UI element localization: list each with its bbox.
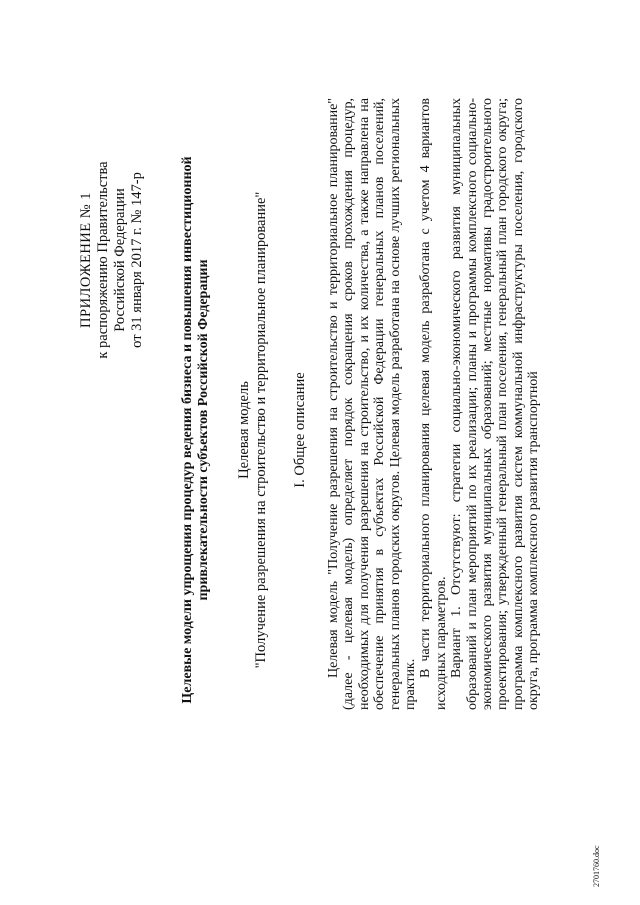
- appendix-line-1: к распоряжению Правительства: [95, 161, 111, 359]
- paragraph: Вариант 1. Отсутствуют: стратегии социально-экономического развития муниципальных образований и план мероприятий по их реализации; планы и программы комплексного социально-экономического развития муниципальных образований; местные нормативы градостроительного проектирования; утвержденный генеральный план поселения, генеральный план городского округа; программа комплексного развития систем коммунальной инфраструктуры поселения, городского округа, программа комплексного развития транспортной: [449, 98, 542, 710]
- body-text: [326, 98, 542, 710]
- paragraph: В части территориального планирования целевая модель разработана с учетом 4 вариантов исходных параметров.: [418, 98, 449, 710]
- footer-file-code: 2701760.doc: [592, 845, 601, 887]
- model-label: Целевая модель: [236, 381, 252, 479]
- model-name: "Получение разрешения на строительство и территориальное планирование": [253, 191, 269, 669]
- appendix-title: ПРИЛОЖЕНИЕ № 1: [78, 192, 94, 328]
- document-title-line-1: Целевые модели упрощения процедур ведения бизнеса и повышения инвестиционной: [180, 156, 195, 704]
- document-title: [180, 150, 212, 710]
- paragraph: Целевая модель "Получение разрешения на строительство и территориальное планирование" (далее - целевая модель) определяет порядок сокращения сроков прохождения процедур, необходимых для получения разрешения на строительство, и их количества, а также направлена на обеспечение принятия в субъектах Российской Федерации генеральных планов поселений, генеральных планов городских округов. Целевая модель разработана на основе лучших региональных практик.: [326, 98, 419, 710]
- document-title-line-2: привлекательности субъектов Российской Федерации: [196, 259, 211, 601]
- appendix-line-3: от 31 января 2017 г. № 147-р: [129, 172, 145, 348]
- appendix-header: [78, 110, 146, 410]
- section-heading: I. Общее описание: [292, 372, 308, 488]
- appendix-line-2: Российской Федерации: [112, 188, 128, 332]
